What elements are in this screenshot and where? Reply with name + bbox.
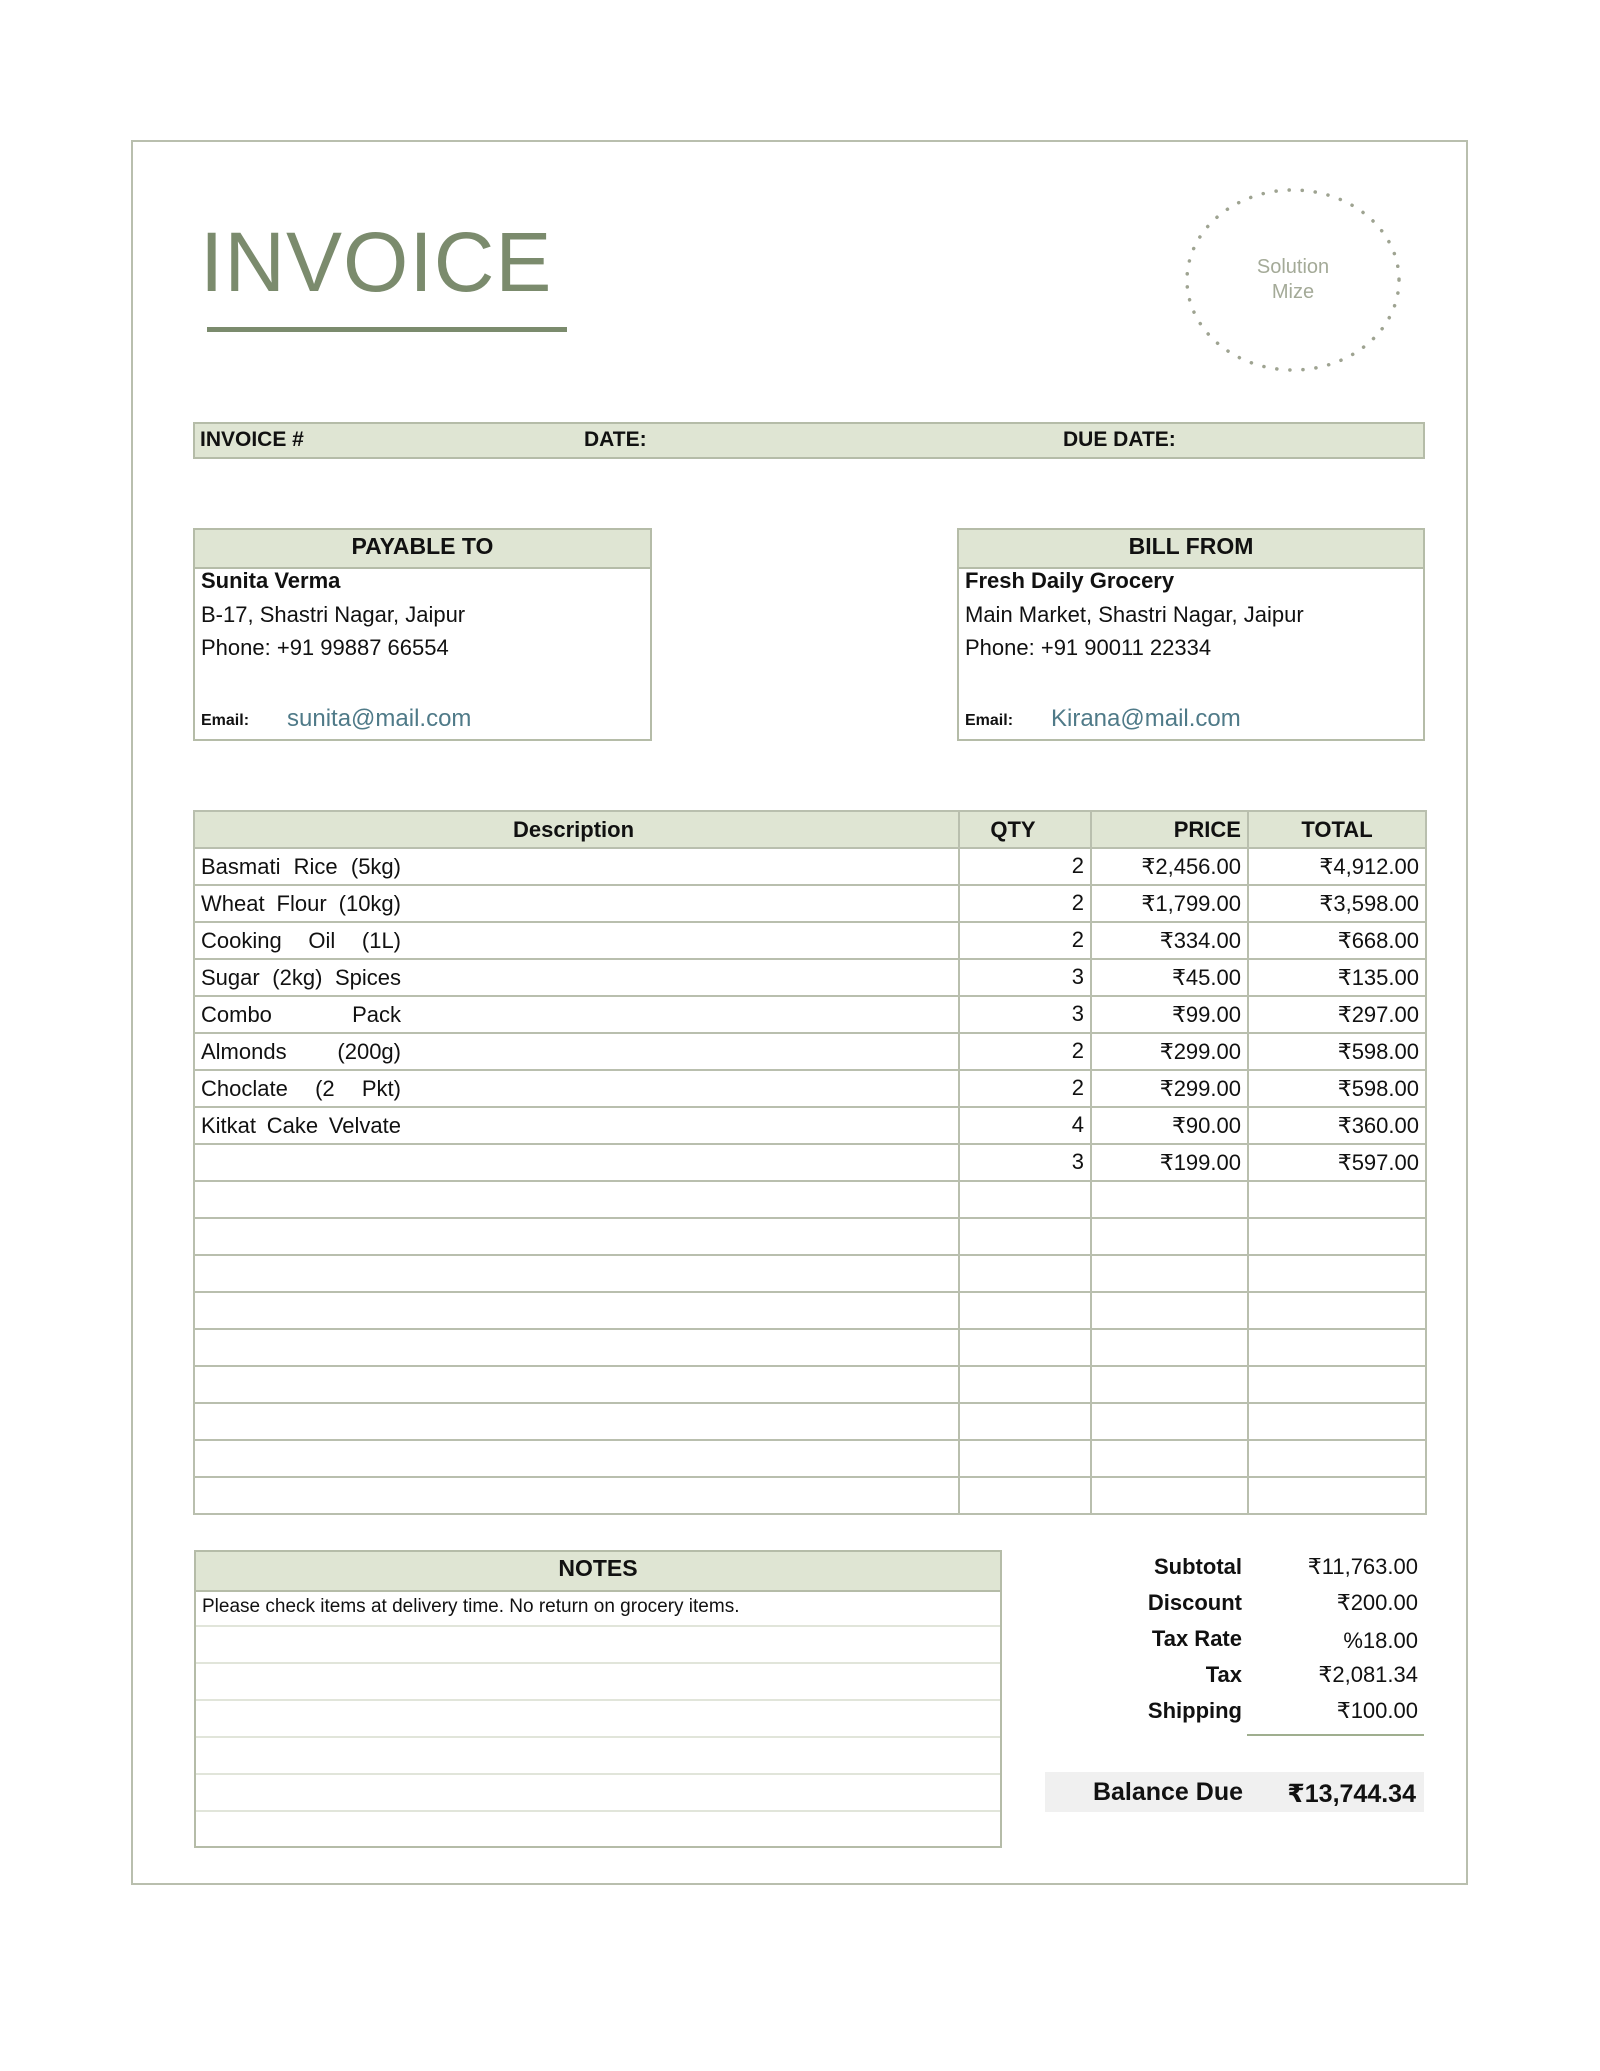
empty-total-cell[interactable] (1248, 1329, 1426, 1366)
empty-total-cell[interactable] (1248, 1366, 1426, 1403)
logo-line-2: Mize (1271, 281, 1315, 303)
empty-price-cell[interactable] (1091, 1181, 1248, 1218)
empty-description-cell[interactable] (194, 1292, 959, 1329)
note-line[interactable] (196, 1699, 1000, 1738)
invoice-number-label: INVOICE # (200, 428, 304, 451)
item-qty-cell[interactable] (959, 959, 1091, 996)
item-qty-cell[interactable] (959, 1033, 1091, 1070)
item-price-cell[interactable] (1091, 959, 1248, 996)
bill-from-name: Fresh Daily Grocery (965, 568, 1175, 593)
item-price: ₹99.00 (1171, 1001, 1241, 1027)
item-total-cell[interactable] (1248, 1107, 1426, 1144)
bill-from-email-label: Email: (965, 712, 1014, 729)
empty-item-row (194, 1477, 1426, 1514)
tax-rate-label: Tax Rate (1151, 1626, 1242, 1651)
empty-item-row (194, 1292, 1426, 1329)
payable-to-email[interactable]: sunita@mail.com (287, 705, 472, 732)
item-qty-cell[interactable] (959, 848, 1091, 885)
item-total: ₹598.00 (1337, 1038, 1419, 1064)
item-qty-cell[interactable] (959, 1144, 1091, 1181)
item-row (194, 848, 1426, 885)
item-price-cell[interactable] (1091, 1144, 1248, 1181)
item-price-cell[interactable] (1091, 1033, 1248, 1070)
item-total-cell[interactable] (1248, 885, 1426, 922)
item-row (194, 885, 1426, 922)
empty-description-cell[interactable] (194, 1403, 959, 1440)
item-description: Cooking Oil (1L) (201, 927, 401, 953)
item-total: ₹360.00 (1337, 1112, 1419, 1138)
item-total: ₹598.00 (1337, 1075, 1419, 1101)
subtotal-value: ₹11,763.00 (1307, 1554, 1418, 1579)
item-price: ₹334.00 (1159, 927, 1241, 953)
empty-total-cell[interactable] (1248, 1181, 1426, 1218)
note-line[interactable] (196, 1736, 1000, 1775)
empty-price-cell[interactable] (1091, 1329, 1248, 1366)
empty-price-cell[interactable] (1091, 1403, 1248, 1440)
item-price-cell[interactable] (1091, 885, 1248, 922)
item-qty: 4 (1071, 1112, 1084, 1137)
item-qty: 3 (1071, 964, 1084, 989)
note-line[interactable] (196, 1588, 1000, 1627)
balance-due-value: ₹13,744.34 (1287, 1780, 1416, 1808)
invoice-title: INVOICE (200, 215, 553, 309)
item-qty: 2 (1071, 853, 1084, 878)
empty-total-cell[interactable] (1248, 1218, 1426, 1255)
note-line[interactable] (196, 1773, 1000, 1812)
empty-price-cell[interactable] (1091, 1440, 1248, 1477)
empty-item-row (194, 1440, 1426, 1477)
item-qty-cell[interactable] (959, 1070, 1091, 1107)
item-price: ₹1,799.00 (1141, 890, 1241, 916)
item-description-cell[interactable] (194, 885, 959, 922)
logo-line-1: Solution (1256, 256, 1330, 278)
tax-value: ₹2,081.34 (1318, 1662, 1418, 1687)
discount-label: Discount (1147, 1590, 1242, 1615)
note-line[interactable] (196, 1810, 1000, 1847)
payable-to-phone: Phone: +91 99887 66554 (201, 635, 449, 660)
item-total: ₹4,912.00 (1319, 853, 1419, 879)
item-description-cell[interactable] (194, 848, 959, 885)
item-qty: 3 (1071, 1001, 1084, 1026)
bill-from-phone: Phone: +91 90011 22334 (965, 635, 1212, 660)
empty-qty-cell[interactable] (959, 1477, 1091, 1514)
discount-value: ₹200.00 (1336, 1590, 1418, 1615)
item-description-cell[interactable] (194, 922, 959, 959)
empty-description-cell[interactable] (194, 1181, 959, 1218)
item-row (194, 959, 1426, 996)
item-price-cell[interactable] (1091, 1107, 1248, 1144)
item-description: Choclate (2 Pkt) (201, 1075, 401, 1101)
bill-from-box (957, 528, 1425, 741)
item-qty: 2 (1071, 1075, 1084, 1100)
notes-box (194, 1550, 1002, 1848)
item-price-cell[interactable] (1091, 922, 1248, 959)
item-row (194, 996, 1426, 1033)
item-row (194, 1107, 1426, 1144)
item-price-cell[interactable] (1091, 996, 1248, 1033)
payable-to-name: Sunita Verma (201, 568, 341, 593)
item-description-cell[interactable] (194, 959, 959, 996)
empty-price-cell[interactable] (1091, 1477, 1248, 1514)
item-qty: 2 (1071, 927, 1084, 952)
empty-item-row (194, 1366, 1426, 1403)
totals-divider (1247, 1734, 1424, 1736)
item-qty-cell[interactable] (959, 996, 1091, 1033)
empty-price-cell[interactable] (1091, 1366, 1248, 1403)
item-description-cell[interactable] (194, 996, 959, 1033)
logo-text (1183, 255, 1403, 305)
shipping-value: ₹100.00 (1336, 1698, 1418, 1723)
shipping-label: Shipping (1147, 1698, 1242, 1723)
item-qty-cell[interactable] (959, 922, 1091, 959)
empty-qty-cell[interactable] (959, 1218, 1091, 1255)
empty-total-cell[interactable] (1248, 1255, 1426, 1292)
note-line[interactable] (196, 1662, 1000, 1701)
item-row (194, 922, 1426, 959)
empty-qty-cell[interactable] (959, 1403, 1091, 1440)
empty-qty-cell[interactable] (959, 1255, 1091, 1292)
item-price-cell[interactable] (1091, 1070, 1248, 1107)
bill-from-email[interactable]: Kirana@mail.com (1051, 705, 1241, 732)
bill-from-address: Main Market, Shastri Nagar, Jaipur (965, 602, 1304, 627)
subtotal-label: Subtotal (1154, 1554, 1242, 1579)
item-total: ₹135.00 (1337, 964, 1419, 990)
item-price-cell[interactable] (1091, 848, 1248, 885)
empty-qty-cell[interactable] (959, 1329, 1091, 1366)
item-total-cell[interactable] (1248, 996, 1426, 1033)
item-total-cell[interactable] (1248, 922, 1426, 959)
item-total: ₹597.00 (1337, 1149, 1419, 1175)
item-row (194, 1033, 1426, 1070)
empty-qty-cell[interactable] (959, 1292, 1091, 1329)
item-description-cell[interactable] (194, 1107, 959, 1144)
column-header-qty: QTY (959, 811, 1091, 848)
empty-description-cell[interactable] (194, 1440, 959, 1477)
item-description: Basmati Rice (5kg) (201, 853, 401, 879)
tax-label: Tax (1205, 1662, 1242, 1687)
empty-item-row (194, 1181, 1426, 1218)
empty-description-cell[interactable] (194, 1477, 959, 1514)
title-underline (207, 327, 567, 332)
empty-price-cell[interactable] (1091, 1292, 1248, 1329)
item-total: ₹3,598.00 (1319, 890, 1419, 916)
item-description: Almonds (200g) (201, 1038, 401, 1064)
empty-item-row (194, 1218, 1426, 1255)
item-qty: 2 (1071, 890, 1084, 915)
empty-total-cell[interactable] (1248, 1403, 1426, 1440)
bill-from-heading: BILL FROM (957, 528, 1425, 569)
empty-qty-cell[interactable] (959, 1181, 1091, 1218)
notes-heading: NOTES (194, 1550, 1002, 1592)
item-description: Combo Pack (201, 1001, 401, 1027)
payable-to-address: B-17, Shastri Nagar, Jaipur (201, 602, 466, 627)
item-price: ₹199.00 (1159, 1149, 1241, 1175)
item-total-cell[interactable] (1248, 959, 1426, 996)
payable-to-box (193, 528, 652, 741)
due-date-label: DUE DATE: (1063, 428, 1176, 451)
empty-item-row (194, 1329, 1426, 1366)
empty-qty-cell[interactable] (959, 1366, 1091, 1403)
item-total-cell[interactable] (1248, 1144, 1426, 1181)
item-total-cell[interactable] (1248, 848, 1426, 885)
date-label: DATE: (584, 428, 647, 451)
payable-to-email-label: Email: (201, 712, 250, 729)
note-text: Please check items at delivery time. No return on grocery items. (202, 1596, 740, 1617)
empty-description-cell[interactable] (194, 1255, 959, 1292)
item-qty-cell[interactable] (959, 885, 1091, 922)
item-row (194, 1144, 1426, 1181)
item-total-cell[interactable] (1248, 1070, 1426, 1107)
empty-total-cell[interactable] (1248, 1440, 1426, 1477)
empty-price-cell[interactable] (1091, 1218, 1248, 1255)
invoice-info-bar (193, 422, 1425, 459)
column-header-price: PRICE (1091, 811, 1248, 848)
empty-description-cell[interactable] (194, 1366, 959, 1403)
empty-price-cell[interactable] (1091, 1255, 1248, 1292)
item-description: Sugar (2kg) Spices (201, 964, 401, 990)
item-price: ₹90.00 (1171, 1112, 1241, 1138)
item-price: ₹299.00 (1159, 1038, 1241, 1064)
item-description-cell[interactable] (194, 1070, 959, 1107)
empty-item-row (194, 1403, 1426, 1440)
tax-rate-value: %18.00 (1343, 1628, 1418, 1653)
empty-item-row (194, 1255, 1426, 1292)
note-line[interactable] (196, 1625, 1000, 1664)
items-body (194, 848, 1426, 1514)
item-total-cell[interactable] (1248, 1033, 1426, 1070)
item-qty: 3 (1071, 1149, 1084, 1174)
item-total: ₹297.00 (1337, 1001, 1419, 1027)
item-row (194, 1070, 1426, 1107)
items-header-row (194, 811, 1426, 848)
empty-total-cell[interactable] (1248, 1477, 1426, 1514)
column-header-description: Description (194, 811, 959, 848)
empty-qty-cell[interactable] (959, 1440, 1091, 1477)
item-price: ₹299.00 (1159, 1075, 1241, 1101)
item-description-cell[interactable] (194, 1033, 959, 1070)
empty-description-cell[interactable] (194, 1329, 959, 1366)
item-description: Wheat Flour (10kg) (201, 890, 401, 916)
item-description: Kitkat Cake Velvate (201, 1112, 401, 1138)
item-qty: 2 (1071, 1038, 1084, 1063)
item-qty-cell[interactable] (959, 1107, 1091, 1144)
item-price: ₹2,456.00 (1141, 853, 1241, 879)
item-description-cell[interactable] (194, 1144, 959, 1181)
item-price: ₹45.00 (1171, 964, 1241, 990)
column-header-total: TOTAL (1248, 811, 1426, 848)
empty-total-cell[interactable] (1248, 1292, 1426, 1329)
balance-due-label: Balance Due (1092, 1778, 1243, 1806)
empty-description-cell[interactable] (194, 1218, 959, 1255)
payable-to-heading: PAYABLE TO (193, 528, 652, 569)
items-table (193, 810, 1427, 1515)
item-total: ₹668.00 (1337, 927, 1419, 953)
